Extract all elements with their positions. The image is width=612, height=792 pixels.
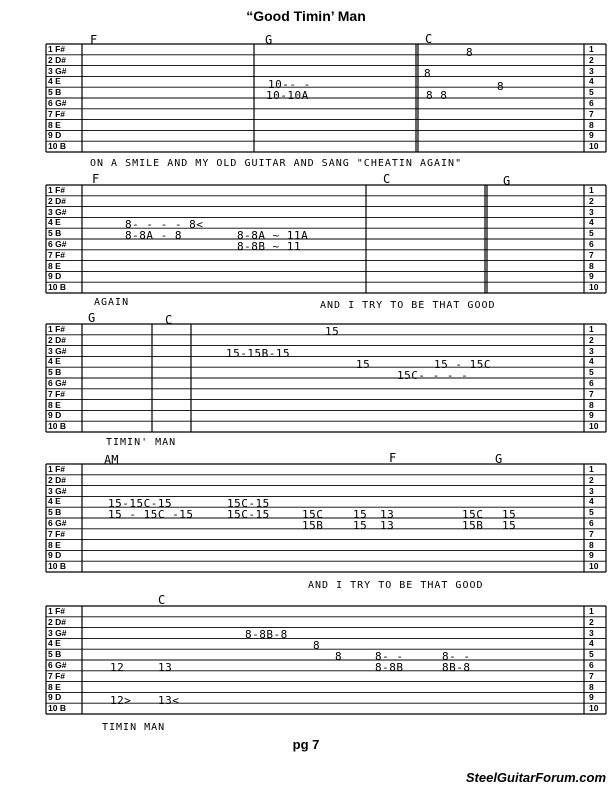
string-label: 1 F# — [48, 185, 66, 195]
string-number: 1 — [589, 606, 594, 616]
string-number: 6 — [589, 98, 594, 108]
staff-lines — [46, 324, 612, 432]
string-label: 7 F# — [48, 108, 66, 119]
tab-note: 8-8A ~ 11A — [237, 229, 309, 242]
tab-note: 8 — [424, 67, 432, 80]
string-label: 4 E — [48, 496, 61, 507]
tab-note: 15-15B-15 — [226, 347, 291, 360]
chord-label: G — [503, 174, 511, 188]
string-label: 5 B — [48, 507, 62, 518]
tab-note: 15C- - - - — [397, 369, 469, 382]
string-number: 2 — [589, 334, 594, 345]
chord-label: G — [88, 311, 96, 325]
string-label: 10 B — [48, 141, 66, 152]
tab-note: 8-8B ~ 11 — [237, 240, 302, 253]
string-label: 4 E — [48, 356, 61, 367]
string-label: 5 B — [48, 649, 62, 660]
page-number: pg 7 — [292, 737, 320, 752]
lyric-line: AGAIN — [94, 297, 130, 308]
string-label: 10 B — [48, 421, 66, 432]
string-number: 9 — [589, 692, 594, 703]
string-number: 7 — [589, 670, 594, 681]
tab-note: 8- - — [442, 650, 471, 663]
string-label: 7 F# — [48, 249, 66, 260]
string-number: 5 — [589, 507, 594, 518]
string-label: 2 D# — [48, 334, 66, 345]
tab-note: 8-8B-8 — [245, 628, 288, 641]
tab-note: 15C — [302, 508, 324, 521]
string-number: 4 — [589, 217, 594, 228]
tab-note: 8-8B — [375, 661, 404, 674]
string-label: 6 G# — [48, 378, 67, 388]
chord-label: F — [90, 33, 98, 47]
string-label: 9 D — [48, 410, 62, 421]
tab-note: 13 — [158, 661, 173, 674]
lyric-line: ON A SMILE AND MY OLD GUITAR AND SANG "CHEATIN AGAIN" — [90, 158, 463, 169]
string-label: 6 G# — [48, 239, 67, 249]
tab-note: 15 — [356, 358, 371, 371]
string-number: 5 — [589, 367, 594, 378]
tab-note: 10-10A — [266, 89, 309, 102]
tab-note: 15C-15 — [227, 508, 270, 521]
string-label: 10 B — [48, 282, 66, 293]
tab-note: 8 — [313, 639, 321, 652]
string-label: 3 G# — [48, 206, 67, 217]
string-label: 9 D — [48, 271, 62, 282]
tab-note: 15C — [462, 508, 484, 521]
string-label: 3 G# — [48, 485, 67, 496]
string-label: 7 F# — [48, 388, 66, 399]
tab-note: 15 — [502, 508, 517, 521]
string-label: 9 D — [48, 550, 62, 561]
string-label: 4 E — [48, 217, 61, 228]
tab-note: 8- - — [375, 650, 404, 663]
tab-note: 8 8 — [426, 89, 448, 102]
string-label: 10 B — [48, 561, 66, 572]
string-number: 9 — [589, 271, 594, 282]
string-number: 7 — [589, 388, 594, 399]
chord-label: C — [383, 172, 391, 186]
page-title: “Good Timin’ Man — [246, 8, 366, 24]
string-number: 8 — [589, 681, 594, 692]
string-label: 5 B — [48, 367, 62, 378]
string-number: 1 — [589, 185, 594, 195]
string-number: 3 — [589, 65, 594, 76]
tab-note: 15B — [302, 519, 324, 532]
tab-note: 10-- - — [268, 78, 311, 91]
string-number: 3 — [589, 627, 594, 638]
tab-note: 15 - 15C -15 — [108, 508, 194, 521]
string-number: 10 — [589, 141, 599, 152]
tab-note: 15 - 15C — [434, 358, 491, 371]
string-number: 7 — [589, 528, 594, 539]
string-number: 6 — [589, 239, 594, 249]
string-label: 4 E — [48, 638, 61, 649]
site-watermark[interactable]: SteelGuitarForum.com — [465, 770, 606, 785]
string-label: 8 E — [48, 119, 61, 130]
string-label: 4 E — [48, 76, 61, 87]
lyric-line: TIMIN' MAN — [106, 437, 177, 448]
tab-note: 15 — [353, 508, 368, 521]
string-number: 2 — [589, 54, 594, 65]
string-number: 6 — [589, 518, 594, 528]
string-label: 5 B — [48, 87, 62, 98]
string-number: 4 — [589, 356, 594, 367]
tab-note: 8 — [466, 46, 474, 59]
string-number: 8 — [589, 260, 594, 271]
string-number: 5 — [589, 87, 594, 98]
tab-staff-3 — [46, 324, 612, 434]
string-label: 2 D# — [48, 54, 66, 65]
tab-note: 15-15C-15 — [108, 497, 173, 510]
lyric-line: AND I TRY TO BE THAT GOOD — [308, 580, 484, 591]
string-label: 2 D# — [48, 474, 66, 485]
staff-lines — [46, 44, 612, 152]
chord-label: G — [495, 452, 503, 466]
string-number: 4 — [589, 76, 594, 87]
chord-label: F — [389, 451, 397, 465]
tab-note: 13 — [380, 508, 395, 521]
chord-label: F — [92, 172, 100, 186]
string-number: 9 — [589, 550, 594, 561]
string-label: 3 G# — [48, 345, 67, 356]
string-number: 4 — [589, 496, 594, 507]
string-number: 4 — [589, 638, 594, 649]
string-label: 6 G# — [48, 98, 67, 108]
string-number: 1 — [589, 44, 594, 54]
string-label: 3 G# — [48, 65, 67, 76]
string-label: 8 E — [48, 539, 61, 550]
tab-note: 15 — [325, 325, 340, 338]
string-label: 1 F# — [48, 606, 66, 616]
tab-note: 15C-15 — [227, 497, 270, 510]
string-label: 7 F# — [48, 528, 66, 539]
chord-label: C — [165, 313, 173, 327]
string-number: 3 — [589, 485, 594, 496]
string-label: 2 D# — [48, 195, 66, 206]
string-number: 8 — [589, 119, 594, 130]
string-number: 8 — [589, 539, 594, 550]
string-number: 2 — [589, 616, 594, 627]
tab-note: 13< — [158, 694, 180, 707]
string-number: 3 — [589, 206, 594, 217]
lyric-line: AND I TRY TO BE THAT GOOD — [320, 300, 496, 311]
tab-note: 8-8A - 8 — [125, 229, 182, 242]
tab-note: 12> — [110, 694, 132, 707]
string-label: 6 G# — [48, 660, 67, 670]
chord-label: C — [425, 32, 433, 46]
string-number: 6 — [589, 378, 594, 388]
string-number: 2 — [589, 195, 594, 206]
tab-note: 8- - - - 8< — [125, 218, 204, 231]
tab-note: 8B-8 — [442, 661, 471, 674]
tab-note: 15 — [502, 519, 517, 532]
tab-note: 8 — [335, 650, 343, 663]
string-number: 10 — [589, 561, 599, 572]
chord-label: C — [158, 593, 166, 607]
tab-staff-1 — [46, 44, 612, 156]
string-label: 1 F# — [48, 464, 66, 474]
string-label: 1 F# — [48, 324, 66, 334]
string-number: 6 — [589, 660, 594, 670]
string-label: 6 G# — [48, 518, 67, 528]
string-label: 7 F# — [48, 670, 66, 681]
tab-note: 12 — [110, 661, 125, 674]
string-label: 10 B — [48, 703, 66, 714]
chord-label: AM — [104, 453, 119, 467]
string-number: 3 — [589, 345, 594, 356]
tab-note: 15 — [353, 519, 368, 532]
string-label: 5 B — [48, 228, 62, 239]
tab-note: 8 — [497, 80, 505, 93]
string-number: 9 — [589, 410, 594, 421]
string-number: 5 — [589, 228, 594, 239]
tab-note: 13 — [380, 519, 395, 532]
string-number: 5 — [589, 649, 594, 660]
string-label: 3 G# — [48, 627, 67, 638]
string-label: 8 E — [48, 681, 61, 692]
string-number: 10 — [589, 421, 599, 432]
string-label: 1 F# — [48, 44, 66, 54]
string-number: 7 — [589, 108, 594, 119]
string-label: 8 E — [48, 399, 61, 410]
chord-label: G — [265, 33, 273, 47]
string-number: 7 — [589, 249, 594, 260]
string-label: 9 D — [48, 692, 62, 703]
lyric-line: TIMIN MAN — [102, 722, 166, 733]
string-number: 1 — [589, 324, 594, 334]
string-label: 2 D# — [48, 616, 66, 627]
string-number: 10 — [589, 703, 599, 714]
string-number: 1 — [589, 464, 594, 474]
string-label: 9 D — [48, 130, 62, 141]
string-label: 8 E — [48, 260, 61, 271]
string-number: 10 — [589, 282, 599, 293]
tab-note: 15B — [462, 519, 484, 532]
string-number: 8 — [589, 399, 594, 410]
string-number: 2 — [589, 474, 594, 485]
string-number: 9 — [589, 130, 594, 141]
